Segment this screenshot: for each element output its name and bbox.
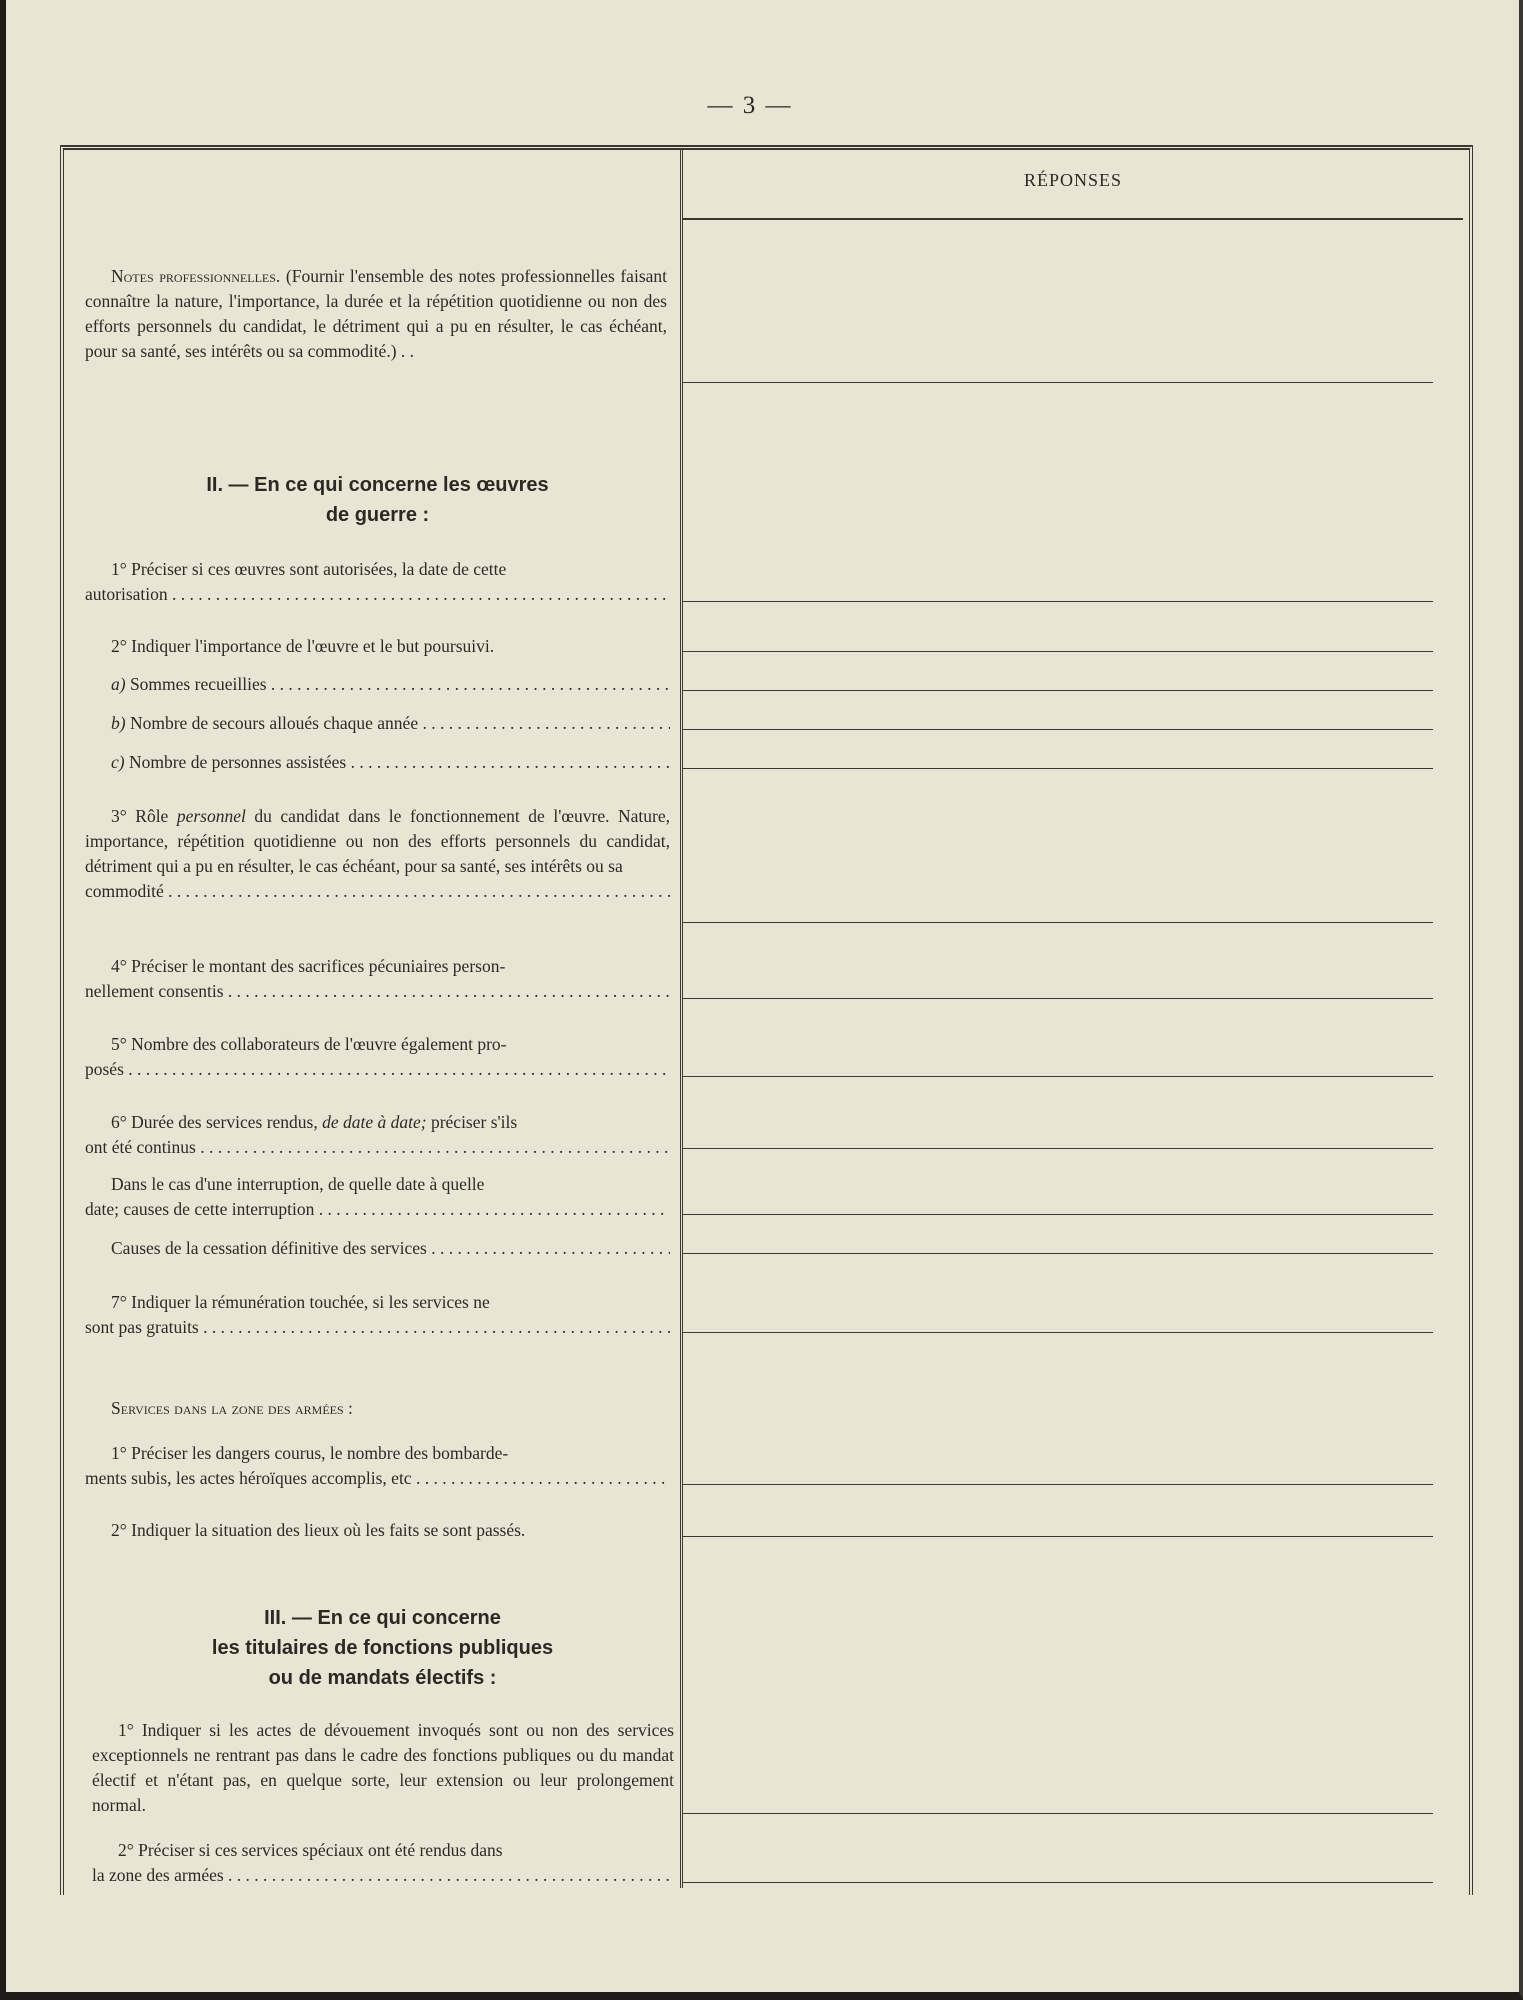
question-iii-2-text: 2° Préciser si ces services spéciaux ont été rendus dans <box>118 1840 503 1860</box>
notes-label: Notes professionnelles. <box>111 266 281 286</box>
answer-line-ii-6b <box>683 1214 1433 1215</box>
question-ii-5 <box>85 1032 670 1082</box>
section-ii-title-line1: II. — En ce qui concerne les œuvres <box>206 474 549 496</box>
question-ii-7 <box>85 1290 670 1340</box>
zone-armees-label-text: Services dans la zone des armées : <box>111 1398 353 1418</box>
question-ii-2a <box>85 672 670 697</box>
question-ii-2b-letter: b) <box>111 713 126 733</box>
notes-text: (Fournir l'ensemble des notes professionnelles faisant connaître la nature, l'importance, la durée et la répétition quotidienne ou non des efforts personnels du candidat, le détriment qui a pu en résulter, le cas échéant, pour sa santé, ses intérêts ou sa commodité.) <box>85 266 668 361</box>
question-ii-6-last: ont été continus . . . <box>85 1135 670 1160</box>
question-ii-2 <box>85 634 670 659</box>
question-iii-2-last: la zone des armées . . . <box>92 1863 674 1888</box>
answer-line-ii-2 <box>683 651 1433 652</box>
notes-professionnelles <box>85 264 667 364</box>
question-ii-2a-text: Sommes recueillies <box>129 674 267 694</box>
question-ii-6b-last: date; causes de cette interruption . . . <box>85 1197 670 1222</box>
question-ii-2b-text: Nombre de secours alloués chaque année <box>129 713 419 733</box>
section-ii-title-line2: de guerre : <box>325 504 430 526</box>
question-ii-7-text: 7° Indiquer la rémunération touchée, si les services ne <box>111 1292 490 1312</box>
answer-line-ii-4 <box>683 998 1433 999</box>
question-ii-3-last: commodité . . . <box>85 879 670 904</box>
question-ii-6c-text: Causes de la cessation définitive des services . . . <box>85 1236 670 1261</box>
question-zone-2-text: 2° Indiquer la situation des lieux où les faits se sont passés. <box>111 1520 526 1540</box>
question-ii-3-em: personnel <box>176 806 246 826</box>
question-ii-3 <box>85 804 670 904</box>
question-ii-2b <box>85 711 670 736</box>
answer-line-notes <box>683 382 1433 383</box>
question-ii-4 <box>85 954 670 1004</box>
section-iii-title-line2: les titulaires de fonctions publiques <box>211 1637 554 1659</box>
question-ii-6-pre: 6° Durée des services rendus, <box>111 1112 323 1132</box>
question-zone-1-text: 1° Préciser les dangers courus, le nombre des bombarde- <box>111 1443 509 1463</box>
answer-line-ii-3 <box>683 922 1433 923</box>
section-iii-title-line1: III. — En ce qui concerne <box>264 1607 501 1629</box>
question-ii-1-last: autorisation . . . <box>85 582 670 607</box>
question-ii-2-text: 2° Indiquer l'importance de l'œuvre et le but poursuivi. <box>111 636 495 656</box>
question-ii-2c-text: Nombre de personnes assistées <box>128 752 347 772</box>
column-divider <box>680 148 683 1888</box>
question-ii-5-last: posés . . . <box>85 1057 670 1082</box>
answer-line-ii-6c <box>683 1253 1433 1254</box>
answer-line-zone-2 <box>683 1536 1433 1537</box>
responses-header-label: RÉPONSES <box>1023 170 1123 190</box>
answer-line-ii-2c <box>683 768 1433 769</box>
question-ii-6 <box>85 1110 670 1160</box>
question-ii-2c <box>85 750 670 775</box>
question-ii-3-text: du candidat dans le fonctionnement de l'œuvre. Nature, importance, répétition quotidienne ou non des efforts personnels du candidat, détriment qui a pu en résulter, le cas échéant, pour sa santé, ses intérêts ou sa <box>85 806 670 876</box>
question-ii-6-em: de date à date; <box>322 1112 427 1132</box>
question-ii-4-last: nellement consentis . . . <box>85 979 670 1004</box>
answer-line-ii-5 <box>683 1076 1433 1077</box>
answer-line-ii-6 <box>683 1148 1433 1149</box>
question-ii-1-text: 1° Préciser si ces œuvres sont autorisées, la date de cette <box>111 559 507 579</box>
section-iii-title <box>90 1603 675 1693</box>
answer-line-iii-2 <box>683 1882 1433 1883</box>
question-ii-7-last: sont pas gratuits . . . <box>85 1315 670 1340</box>
zone-armees-label <box>85 1396 670 1421</box>
section-iii-title-line3: ou de mandats électifs : <box>268 1667 497 1689</box>
question-ii-3-num: 3° Rôle <box>111 806 177 826</box>
question-ii-6-post: préciser s'ils <box>426 1112 518 1132</box>
question-ii-2a-letter: a) <box>111 674 126 694</box>
question-ii-2c-letter: c) <box>111 752 125 772</box>
answer-line-ii-2b <box>683 729 1433 730</box>
notes-dots: . . <box>400 341 415 361</box>
question-ii-4-text: 4° Préciser le montant des sacrifices pécuniaires person- <box>111 956 506 976</box>
question-zone-1-last: ments subis, les actes héroïques accomplis, etc . . . <box>85 1466 670 1491</box>
question-ii-5-text: 5° Nombre des collaborateurs de l'œuvre également pro- <box>111 1034 507 1054</box>
question-iii-1 <box>92 1718 674 1818</box>
answer-line-iii-1 <box>683 1813 1433 1814</box>
question-ii-6b-text: Dans le cas d'une interruption, de quelle date à quelle <box>111 1174 485 1194</box>
question-zone-1 <box>85 1441 670 1491</box>
page-number: — 3 — <box>707 92 793 119</box>
answer-line-zone-1 <box>683 1484 1433 1485</box>
question-zone-2 <box>85 1518 670 1543</box>
question-iii-2 <box>92 1838 674 1888</box>
responses-header <box>683 148 1463 220</box>
answer-line-ii-7 <box>683 1332 1433 1333</box>
answer-line-ii-1 <box>683 601 1433 602</box>
answer-line-ii-2a <box>683 690 1433 691</box>
question-ii-6b <box>85 1172 670 1222</box>
question-iii-1-text: 1° Indiquer si les actes de dévouement invoqués sont ou non des services exceptionnels ne rentrant pas dans le cadre des fonctions publiques ou du mandat électif et n'étant pas, en quelque sorte, leur extension ou leur prolongement normal. <box>92 1720 674 1815</box>
question-ii-6c <box>85 1236 670 1261</box>
question-ii-1 <box>85 557 670 607</box>
section-ii-title <box>85 470 670 530</box>
